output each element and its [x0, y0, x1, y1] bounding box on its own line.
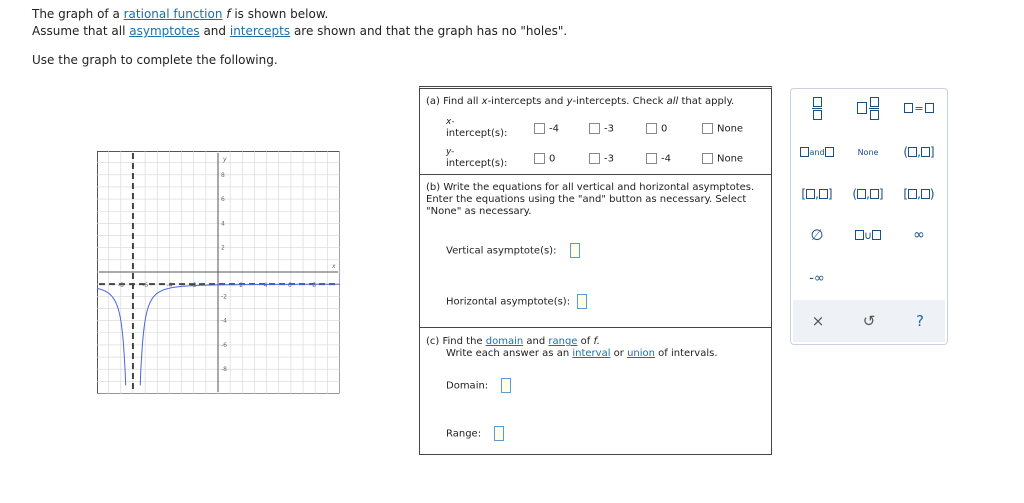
intro-text: Assume that all: [32, 24, 130, 38]
prompt-text: or: [610, 348, 628, 359]
y-tick-label: -8: [221, 366, 227, 374]
part-b-prompt: (b) Write the equations for all vertical and horizontal asymptotes. Enter the equations using the "and" button as necessary. Select "None" as necessary.: [426, 182, 755, 217]
x-tick-label: -4: [166, 282, 173, 289]
x-tick-label: -2: [190, 282, 197, 289]
intro-line-3: Use the graph to complete the following.: [32, 53, 278, 67]
question-panel: [419, 86, 772, 455]
part-b: [420, 175, 771, 328]
intercepts-link[interactable]: intercepts: [229, 24, 291, 38]
x-tick-label: 2: [239, 282, 244, 289]
part-c-instructions: [446, 348, 718, 359]
y-tick-label: 2: [221, 244, 225, 252]
open-interval-button[interactable]: ( , ]: [852, 187, 884, 201]
x-tick-label: -6: [142, 282, 149, 289]
checkbox[interactable]: [646, 123, 657, 134]
intro-line-1: [32, 7, 328, 21]
horizontal-asymptote-row: [446, 294, 587, 309]
prompt-text: -intercepts. Check: [572, 96, 667, 107]
prompt-text: of intervals.: [654, 348, 718, 359]
x-option-0[interactable]: [646, 123, 667, 135]
checkbox[interactable]: [702, 123, 713, 134]
asymptotes-link[interactable]: asymptotes: [129, 24, 200, 38]
y-option-neg3[interactable]: [589, 153, 614, 165]
range-label: Range:: [446, 428, 482, 440]
and-label: and: [809, 147, 825, 157]
interval-link[interactable]: interval: [572, 348, 611, 359]
y-tick-label: 4: [221, 220, 225, 228]
prompt-text: -intercepts and: [487, 96, 567, 107]
range-row: [446, 426, 504, 441]
intro-text: is shown below.: [234, 7, 329, 21]
equals-symbol: =: [914, 101, 924, 115]
vertical-asymptote-input[interactable]: [570, 243, 580, 258]
option-label: -4: [549, 123, 559, 135]
y-tick-label: -4: [221, 317, 227, 325]
checkbox[interactable]: [589, 153, 600, 164]
infinity-button[interactable]: ∞: [913, 227, 925, 243]
part-a-prompt: [426, 96, 734, 107]
y-option-neg4[interactable]: [646, 153, 671, 165]
x-var: x: [481, 96, 488, 107]
x-intercept-label: intercept(s):: [446, 128, 508, 139]
prompt-all: all: [666, 96, 679, 107]
domain-input[interactable]: [501, 378, 511, 393]
function-symbol: f.: [593, 336, 600, 347]
open-closed-interval-button[interactable]: ( , ]: [903, 145, 935, 159]
part-a: [420, 89, 771, 175]
x-intercept-label-var: x-: [446, 117, 455, 127]
checkbox[interactable]: [534, 153, 545, 164]
option-label: 0: [549, 153, 556, 165]
x-tick-label: -8: [117, 282, 124, 289]
x-axis-label: x: [332, 263, 336, 270]
x-tick-label: 8: [312, 282, 317, 289]
prompt-text: that apply.: [678, 96, 735, 107]
fraction-button[interactable]: [796, 95, 838, 121]
negative-infinity-button[interactable]: -∞: [809, 270, 825, 286]
x-tick-label: 6: [287, 282, 292, 289]
prompt-text: and: [523, 336, 549, 347]
empty-set-button[interactable]: ∅: [810, 226, 824, 244]
option-label: None: [717, 153, 744, 165]
checkbox[interactable]: [646, 153, 657, 164]
range-link[interactable]: range: [548, 336, 578, 347]
none-button[interactable]: None: [857, 147, 879, 157]
domain-link[interactable]: domain: [485, 336, 524, 347]
y-var: y: [566, 96, 573, 107]
function-graph: [97, 151, 340, 394]
union-symbol: ∪: [863, 228, 873, 242]
help-button[interactable]: ?: [916, 312, 924, 330]
y-intercept-label: intercept(s):: [446, 158, 508, 169]
y-option-0[interactable]: [534, 153, 555, 165]
rational-function-link[interactable]: rational function: [123, 7, 223, 21]
y-tick-label: 6: [221, 196, 225, 204]
y-tick-label: -6: [221, 341, 227, 349]
function-symbol: f: [226, 7, 231, 21]
part-c: [420, 328, 771, 454]
y-axis-label: y: [223, 156, 227, 163]
y-tick-label: 8: [221, 171, 225, 179]
union-link[interactable]: union: [627, 348, 655, 359]
y-option-none[interactable]: [702, 153, 743, 165]
horizontal-asymptote-label: Horizontal asymptote(s):: [446, 296, 571, 308]
mixed-number-button[interactable]: [847, 95, 889, 121]
x-tick-label: 4: [263, 282, 268, 289]
option-label: -3: [604, 153, 614, 165]
vertical-asymptote-row: [446, 243, 580, 258]
y-tick-label: -2: [221, 293, 227, 301]
prompt-text: Write each answer as an: [446, 348, 573, 359]
x-option-neg4[interactable]: [534, 123, 559, 135]
part-c-prompt: [426, 336, 600, 347]
prompt-text: (a) Find all: [426, 96, 482, 107]
x-option-neg3[interactable]: [589, 123, 614, 135]
checkbox[interactable]: [589, 123, 600, 134]
union-button[interactable]: [847, 222, 889, 248]
domain-row: [446, 378, 511, 393]
toolbar-footer: [793, 300, 945, 342]
math-toolbar: [790, 88, 948, 345]
horizontal-asymptote-input[interactable]: [577, 294, 587, 309]
closed-interval-button[interactable]: [ , ]: [801, 187, 833, 201]
checkbox[interactable]: [534, 123, 545, 134]
intro-text: and: [199, 24, 230, 38]
domain-label: Domain:: [446, 380, 489, 392]
prompt-text: (c) Find the: [426, 336, 486, 347]
vertical-asymptote-label: Vertical asymptote(s):: [446, 245, 557, 257]
range-input[interactable]: [494, 426, 504, 441]
option-label: -4: [661, 153, 671, 165]
clear-button[interactable]: ×: [811, 312, 825, 330]
option-label: -3: [604, 123, 614, 135]
intro-text: are shown and that the graph has no "holes".: [290, 24, 568, 38]
intro-text: The graph of a: [32, 7, 124, 21]
option-label: 0: [661, 123, 668, 135]
undo-button[interactable]: ↺: [862, 312, 876, 330]
checkbox[interactable]: [702, 153, 713, 164]
x-option-none[interactable]: [702, 123, 743, 135]
and-button[interactable]: [796, 139, 838, 165]
intro-line-2: [32, 24, 567, 38]
equals-button[interactable]: [898, 95, 940, 121]
prompt-text: of: [577, 336, 594, 347]
closed-open-interval-button[interactable]: [ , ): [903, 187, 935, 201]
y-intercept-label-var: y-: [446, 147, 455, 157]
option-label: None: [717, 123, 744, 135]
